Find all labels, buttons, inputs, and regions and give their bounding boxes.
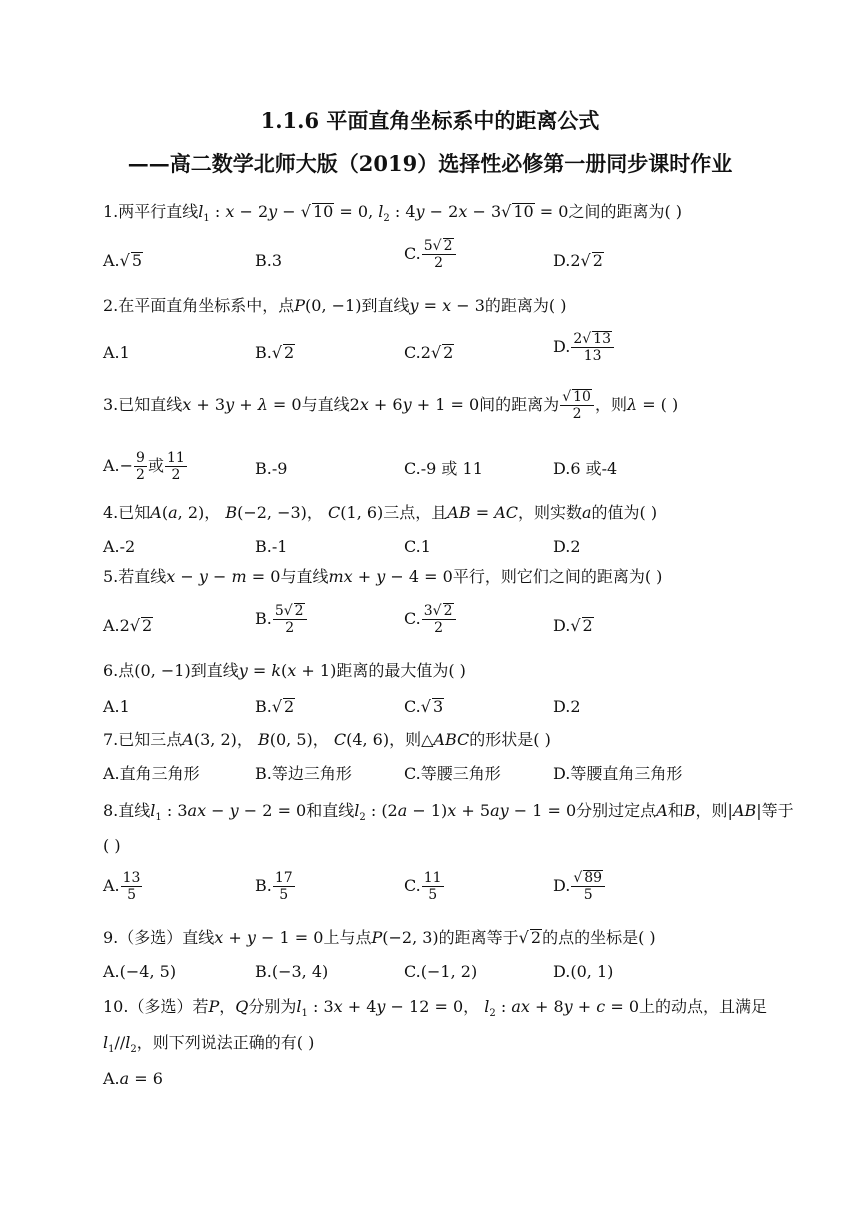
q4-option-b: B.-1 [255, 537, 288, 556]
q7-option-d: D.等腰直角三角形 [553, 764, 683, 783]
question-4: 4.已知A(a, 2)， B(−2, −3)， C(1, 6)三点，且AB = AC，则实数a的值为( ) [103, 503, 658, 522]
q6-option-b: B.√ 2 [255, 697, 295, 716]
question-10: 10.（多选）若P，Q分别为$l_1$ : 3x + 4y − 12 = 0， $l_2$ : ax + 8y + c = 0上的动点，且满足 [103, 997, 768, 1020]
q2-option-c: C.2√ 2 [404, 343, 454, 362]
q9-option-b: B.(−3, 4) [255, 962, 329, 981]
page-subtitle: ——高二数学北师大版（2019）选择性必修第一册同步课时作业 [127, 151, 733, 176]
q5-option-a: A.2√ 2 [103, 616, 153, 635]
q4-option-d: D.2 [553, 537, 581, 556]
q2-option-d: D. $\frac{2√ 13}{13}$ [553, 331, 615, 364]
question-7: 7.已知三点A(3, 2)， B(0, 5)， C(4, 6)，则△ABC的形状是( ) [103, 730, 551, 749]
q7-option-c: C.等腰三角形 [404, 764, 501, 783]
question-5: 5.若直线x − y − m = 0与直线mx + y − 4 = 0平行，则它们之间的距离为( ) [103, 567, 663, 586]
q6-option-d: D.2 [553, 697, 581, 716]
q9-option-a: A.(−4, 5) [103, 962, 177, 981]
q9-option-d: D.(0, 1) [553, 962, 614, 981]
question-8-line2: ( ) [103, 836, 121, 855]
q7-option-b: B.等边三角形 [255, 764, 352, 783]
q8-option-a: A. $\frac{13}{5}$ [103, 870, 141, 903]
q2-option-b: B.√ 2 [255, 343, 295, 362]
q4-option-a: A.-2 [103, 537, 136, 556]
question-2: 2.在平面直角坐标系中，点P(0, −1)到直线y = x − 3的距离为( ) [103, 296, 567, 315]
q5-option-b: B. $\frac{5√ 2}{2}$ [255, 603, 308, 636]
question-6: 6.点(0, −1)到直线y = k(x + 1)距离的最大值为( ) [103, 661, 466, 680]
question-8: 8.直线$l_1$ : 3ax − y − 2 = 0和直线$l_2$ : (2a − 1)x + 5ay − 1 = 0分别过定点A和B，则|AB|等于 [103, 801, 794, 824]
q3-option-c: C.-9 或 11 [404, 459, 483, 478]
q8-option-c: C. $\frac{11}{5}$ [404, 870, 442, 903]
q5-option-d: D.√ 2 [553, 616, 593, 635]
q1-option-b: B.3 [255, 251, 283, 270]
q2-option-a: A.1 [103, 343, 130, 362]
q1-option-c: C. $\frac{5√ 2}{2}$ [404, 238, 457, 271]
q6-option-c: C.√ 3 [404, 697, 444, 716]
q3-option-b: B.-9 [255, 459, 288, 478]
question-9: 9.（多选）直线x + y − 1 = 0上与点P(−2, 3)的距离等于√ 2的点的坐标是( ) [103, 928, 656, 947]
page-title: 1.1.6 平面直角坐标系中的距离公式 [260, 108, 600, 133]
q4-option-c: C.1 [404, 537, 431, 556]
question-3: 3.已知直线x + 3y + λ = 0与直线2x + 6y + 1 = 0间的距离为 $\frac{√ 10}{2}$ ，则λ = ( ) [103, 389, 679, 422]
q1-option-a: A.√ 5 [103, 251, 143, 270]
q7-option-a: A.直角三角形 [103, 764, 200, 783]
question-10-line2: $l_1//l_2$，则下列说法正确的有( ) [103, 1033, 315, 1056]
q3-option-d: D.6 或-4 [553, 459, 618, 478]
q6-option-a: A.1 [103, 697, 130, 716]
q10-option-a: A.a = 6 [103, 1069, 163, 1088]
q8-option-b: B. $\frac{17}{5}$ [255, 870, 293, 903]
q9-option-c: C.(−1, 2) [404, 962, 478, 981]
q5-option-c: C. $\frac{3√ 2}{2}$ [404, 603, 457, 636]
question-1: 1.两平行直线$l_1$ : x − 2y − √ 10 = 0, $l_2$ : 4y − 2x − 3√ 10 = 0之间的距离为( ) [103, 202, 683, 225]
q3-option-a: A.− $\frac{9}{2}$ 或 $\frac{11}{2}$ [103, 450, 185, 483]
q8-option-d: D. $\frac{√ 89}{5}$ [553, 870, 606, 903]
q1-option-d: D.2√ 2 [553, 251, 603, 270]
